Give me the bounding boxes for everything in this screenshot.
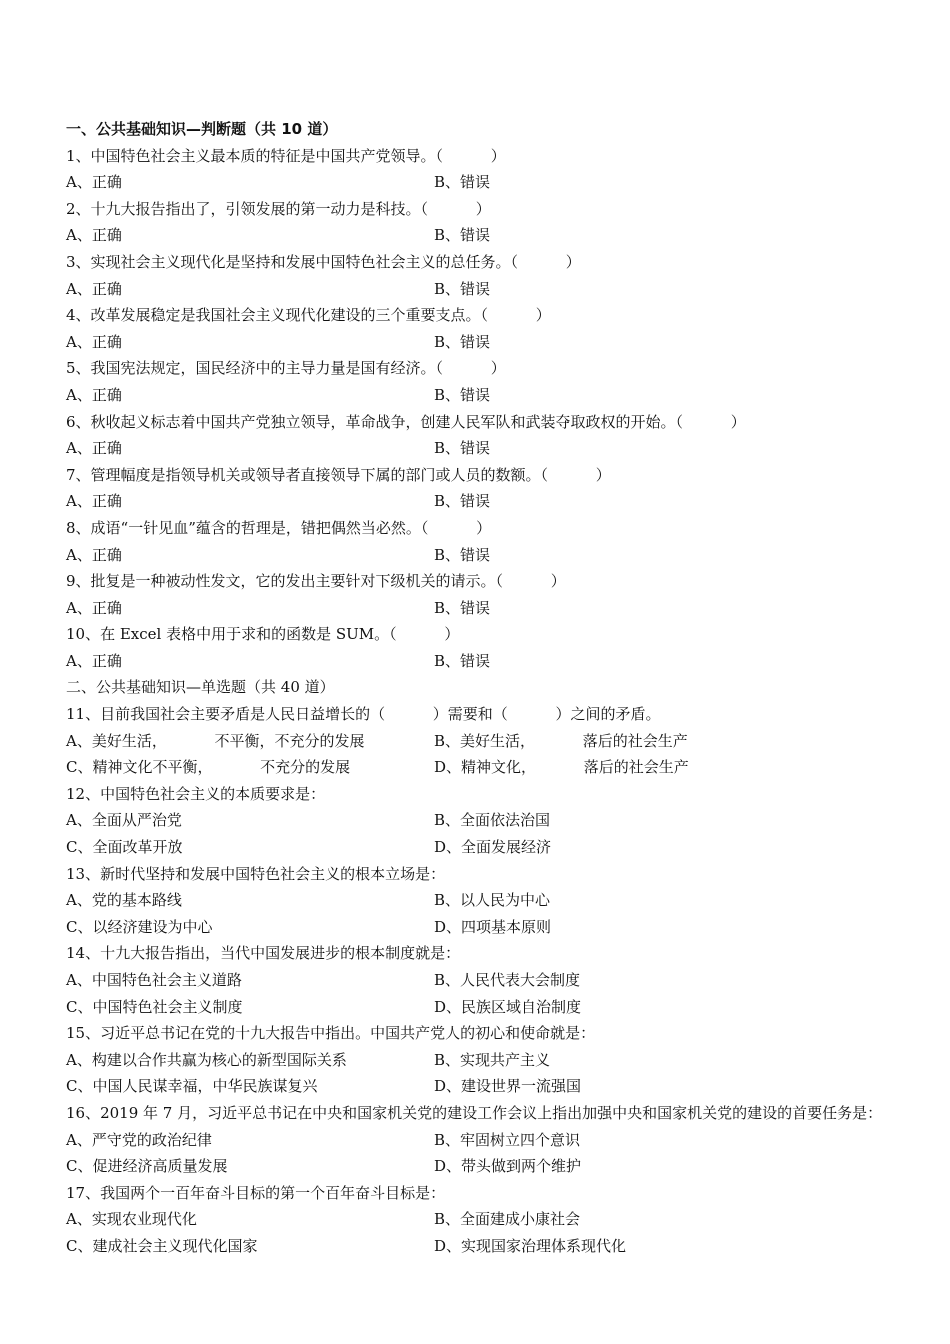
question-text: 9、批复是一种被动性发文，它的发出主要针对下级机关的请示。（ ）	[66, 572, 566, 591]
option-a: A、党的基本路线	[66, 891, 182, 910]
question-text: 7、管理幅度是指领导机关或领导者直接领导下属的部门或人员的数额。（ ）	[66, 465, 611, 484]
option-b: B、全面依法治国	[434, 811, 551, 830]
option-a: A、美好生活， 不平衡，不充分的发展	[66, 731, 365, 750]
option-a: A、构建以合作共赢为核心的新型国际关系	[66, 1050, 347, 1069]
judge-question-10	[66, 621, 886, 674]
option-b: B、错误	[434, 598, 491, 617]
judge-question-4	[66, 302, 886, 355]
question-text: 5、我国宪法规定，国民经济中的主导力量是国有经济。（ ）	[66, 359, 506, 378]
option-c: C、中国人民谋幸福，中华民族谋复兴	[66, 1077, 318, 1096]
option-b: B、错误	[434, 385, 491, 404]
option-b: B、实现共产主义	[434, 1050, 551, 1069]
option-c: C、精神文化不平衡， 不充分的发展	[66, 758, 351, 777]
option-a: A、正确	[66, 492, 122, 511]
option-a: A、正确	[66, 651, 122, 670]
section-1-title: 一、公共基础知识—判断题（共 10 道）	[66, 120, 338, 138]
question-text: 15、习近平总书记在党的十九大报告中指出。中国共产党人的初心和使命就是：	[66, 1024, 596, 1043]
question-text: 12、中国特色社会主义的本质要求是：	[66, 784, 326, 803]
option-b: B、错误	[434, 332, 491, 351]
question-text: 8、成语“一针见血”蕴含的哲理是，错把偶然当必然。（ ）	[66, 518, 492, 537]
option-a: A、实现农业现代化	[66, 1210, 197, 1229]
option-a: A、正确	[66, 279, 122, 298]
option-d: D、实现国家治理体系现代化	[434, 1236, 627, 1255]
option-b: B、错误	[434, 173, 491, 192]
judge-question-6	[66, 409, 886, 462]
question-text: 16、2019 年 7 月，习近平总书记在中央和国家机关党的建设工作会议上指出加强中央和国家机关党的建设的首要任务是：	[66, 1103, 883, 1122]
option-b: B、错误	[434, 439, 491, 458]
option-a: A、正确	[66, 598, 122, 617]
question-text: 3、实现社会主义现代化是坚持和发展中国特色社会主义的总任务。（ ）	[66, 252, 581, 271]
option-d: D、民族区域自治制度	[434, 997, 582, 1016]
option-a: A、严守党的政治纪律	[66, 1130, 212, 1149]
option-c: C、中国特色社会主义制度	[66, 997, 243, 1016]
option-c: C、促进经济高质量发展	[66, 1157, 228, 1176]
single-question-14	[66, 940, 886, 1020]
single-question-16	[66, 1100, 886, 1180]
option-a: A、正确	[66, 173, 122, 192]
question-text: 6、秋收起义标志着中国共产党独立领导，革命战争，创建人民军队和武装夺取政权的开始。（ ）	[66, 412, 746, 431]
option-b: B、人民代表大会制度	[434, 971, 581, 989]
question-text: 4、改革发展稳定是我国社会主义现代化建设的三个重要支点。（ ）	[66, 306, 551, 325]
option-b: B、错误	[434, 545, 491, 564]
judge-question-7	[66, 462, 886, 515]
exam-page	[66, 116, 886, 1260]
option-a: A、中国特色社会主义道路	[66, 971, 242, 989]
option-b: B、全面建成小康社会	[434, 1210, 581, 1229]
single-question-13	[66, 861, 886, 941]
option-d: D、全面发展经济	[434, 838, 552, 857]
question-text: 1、中国特色社会主义最本质的特征是中国共产党领导。（ ）	[66, 146, 506, 165]
option-d: D、四项基本原则	[434, 917, 552, 936]
question-text: 17、我国两个一百年奋斗目标的第一个百年奋斗目标是：	[66, 1183, 446, 1202]
section-2-title: 二、公共基础知识—单选题（共 40 道）	[66, 678, 335, 697]
judge-question-5	[66, 355, 886, 408]
option-c: C、建成社会主义现代化国家	[66, 1236, 258, 1255]
option-b: B、错误	[434, 226, 491, 245]
option-d: D、精神文化， 落后的社会生产	[434, 758, 689, 777]
question-text: 13、新时代坚持和发展中国特色社会主义的根本立场是：	[66, 864, 446, 883]
option-d: D、建设世界一流强国	[434, 1077, 582, 1096]
option-a: A、全面从严治党	[66, 811, 182, 830]
option-c: C、全面改革开放	[66, 838, 183, 857]
option-b: B、牢固树立四个意识	[434, 1130, 581, 1149]
option-b: B、错误	[434, 651, 491, 670]
question-text: 10、在 Excel 表格中用于求和的函数是 SUM。（ ）	[66, 625, 460, 644]
option-a: A、正确	[66, 385, 122, 404]
judge-question-3	[66, 249, 886, 302]
option-a: A、正确	[66, 439, 122, 458]
judge-question-8	[66, 515, 886, 568]
option-b: B、以人民为中心	[434, 891, 551, 910]
question-text: 11、目前我国社会主要矛盾是人民日益增长的（ ）需要和（ ）之间的矛盾。	[66, 705, 661, 724]
option-b: B、错误	[434, 492, 491, 511]
option-a: A、正确	[66, 226, 122, 245]
judge-question-1	[66, 143, 886, 196]
option-b: B、美好生活， 落后的社会生产	[434, 731, 688, 750]
question-text: 2、十九大报告指出了，引领发展的第一动力是科技。（ ）	[66, 199, 491, 218]
option-a: A、正确	[66, 545, 122, 564]
single-question-15	[66, 1020, 886, 1100]
question-text: 14、十九大报告指出，当代中国发展进步的根本制度就是：	[66, 944, 461, 963]
single-question-17	[66, 1180, 886, 1260]
single-question-12	[66, 781, 886, 861]
judge-question-2	[66, 196, 886, 249]
option-c: C、以经济建设为中心	[66, 917, 213, 936]
option-b: B、错误	[434, 279, 491, 298]
single-question-11	[66, 701, 886, 781]
option-a: A、正确	[66, 332, 122, 351]
option-d: D、带头做到两个维护	[434, 1157, 582, 1176]
judge-question-9	[66, 568, 886, 621]
